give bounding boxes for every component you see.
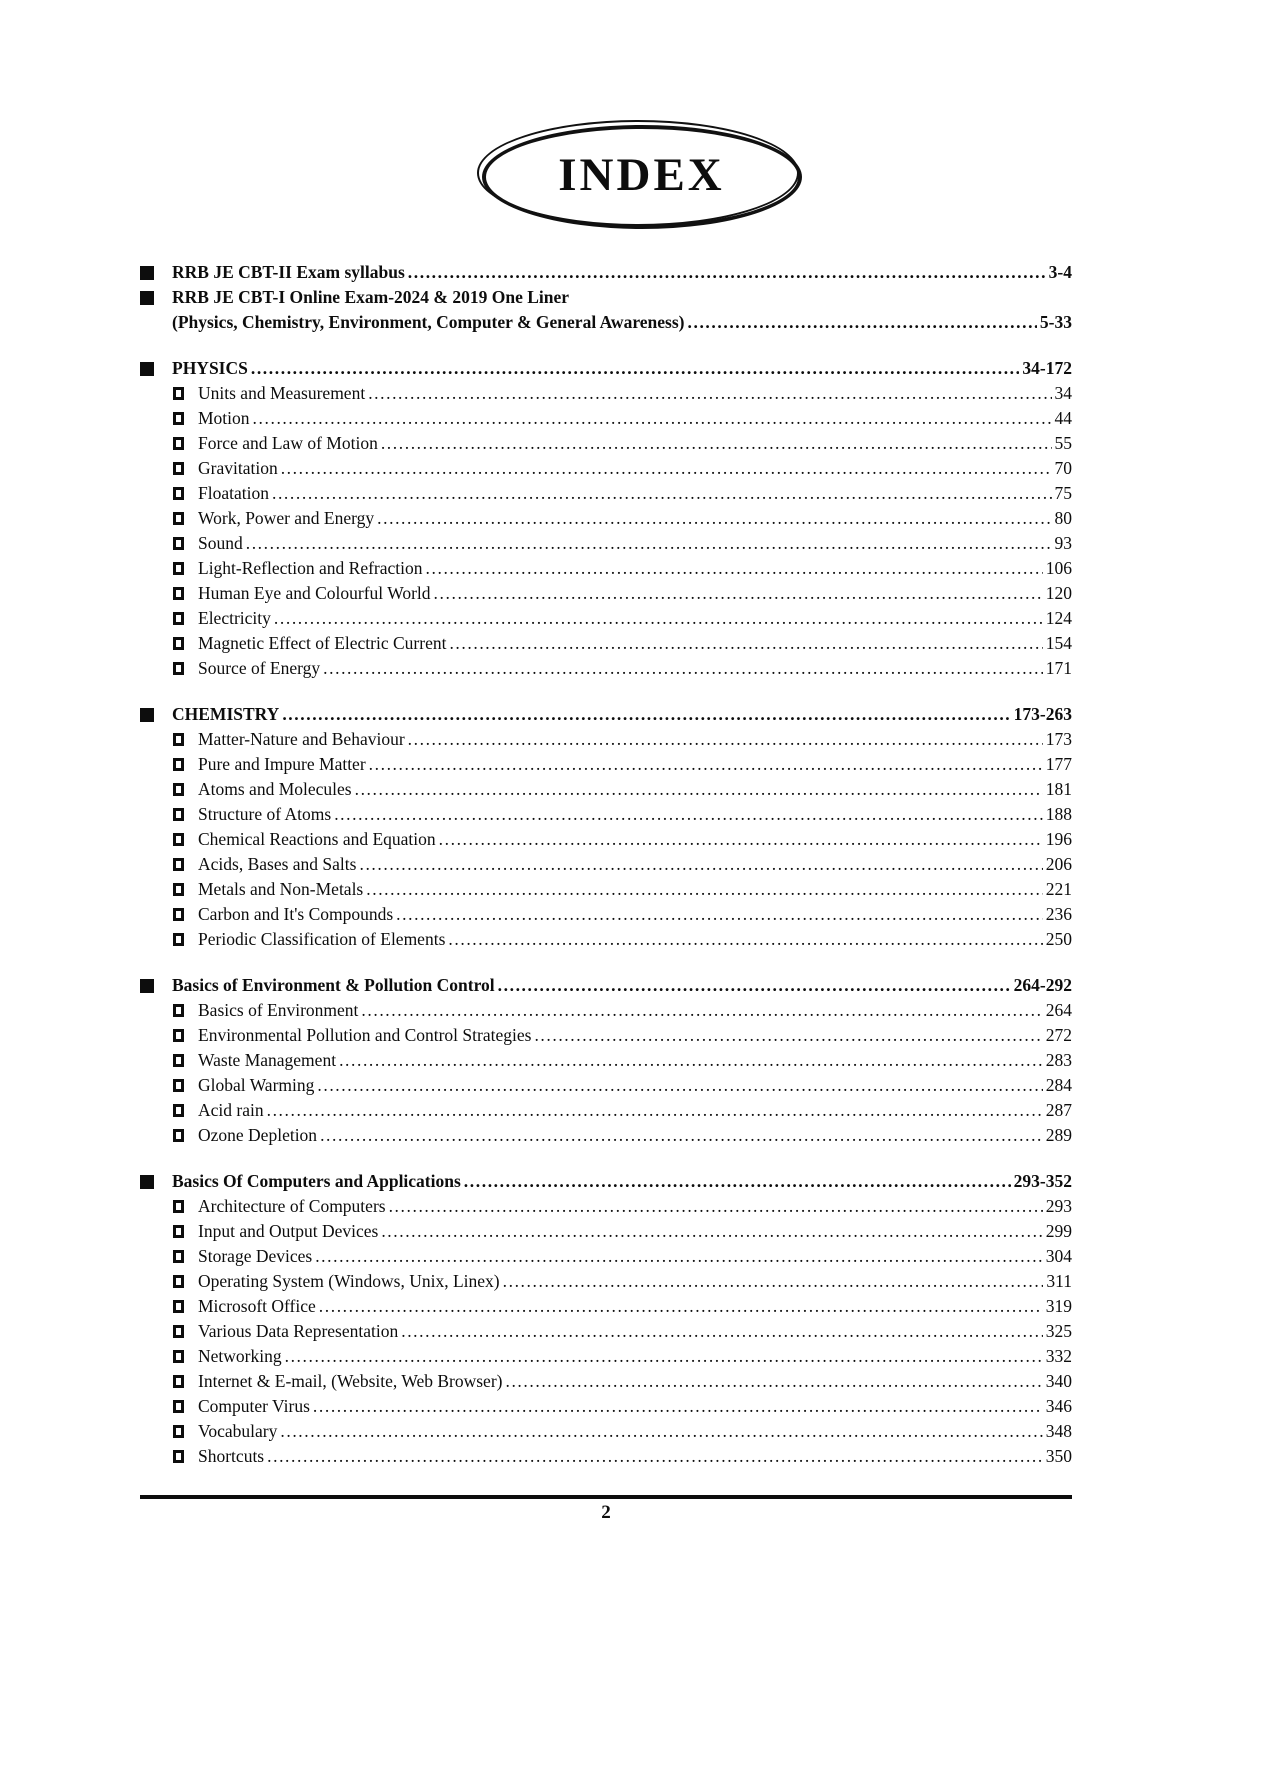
entry-label: (Physics, Chemistry, Environment, Computer & General Awareness) [172, 312, 685, 332]
entry-page-number: 299 [1045, 1221, 1072, 1241]
entry-page-number: 221 [1045, 879, 1072, 899]
chapter-row [140, 1073, 1072, 1098]
entry-label: Basics of Environment & Pollution Control [172, 975, 495, 995]
entry-page-number: 319 [1045, 1296, 1072, 1316]
entry-label: Force and Law of Motion [198, 433, 378, 453]
chapter-bullet-icon [173, 1200, 184, 1213]
chapter-row [140, 1244, 1072, 1269]
entry-page-number: 332 [1045, 1346, 1072, 1366]
chapter-bullet-icon [173, 437, 184, 450]
dot-leader [449, 631, 1042, 656]
entry-label: Ozone Depletion [198, 1125, 318, 1145]
dot-leader [408, 260, 1046, 285]
chapter-bullet-icon [173, 808, 184, 821]
chapter-bullet-icon [173, 1129, 184, 1142]
entry-page-number: 206 [1045, 854, 1072, 874]
entry-page-number: 177 [1045, 754, 1072, 774]
dot-leader [281, 456, 1052, 481]
chapter-bullet-icon [173, 662, 184, 675]
chapter-bullet-icon [173, 1029, 184, 1042]
entry-label: Sound [198, 533, 243, 553]
entry-label: Electricity [198, 608, 271, 628]
entry-page-number: 289 [1045, 1125, 1072, 1145]
entry-page-number: 346 [1045, 1396, 1072, 1416]
chapter-row [140, 1344, 1072, 1369]
chapter-bullet-icon [173, 1350, 184, 1363]
chapter-bullet-icon [173, 1300, 184, 1313]
chapter-row [140, 1394, 1072, 1419]
section-bullet-icon [140, 1175, 154, 1189]
chapter-bullet-icon [173, 1104, 184, 1117]
dot-leader [377, 506, 1051, 531]
entry-label: Metals and Non-Metals [198, 879, 364, 899]
entry-page-number: 173 [1045, 729, 1072, 749]
chapter-bullet-icon [173, 733, 184, 746]
entry-label: Matter-Nature and Behaviour [198, 729, 405, 749]
toc-section [140, 702, 1072, 952]
chapter-bullet-icon [173, 833, 184, 846]
chapter-bullet-icon [173, 587, 184, 600]
entry-label: Input and Output Devices [198, 1221, 379, 1241]
dot-leader [274, 606, 1043, 631]
entry-label: Pure and Impure Matter [198, 754, 366, 774]
entry-page-number: 173-263 [1013, 704, 1072, 724]
entry-label: Environmental Pollution and Control Strategies [198, 1025, 532, 1045]
chapter-row [140, 1294, 1072, 1319]
section-bullet-icon [140, 979, 154, 993]
entry-page-number: 44 [1054, 408, 1072, 428]
entry-page-number: 124 [1045, 608, 1072, 628]
dot-leader [401, 1319, 1043, 1344]
dot-leader [282, 702, 1010, 727]
entry-page-number: 196 [1045, 829, 1072, 849]
dot-leader [355, 777, 1043, 802]
dot-leader [389, 1194, 1043, 1219]
chapter-bullet-icon [173, 562, 184, 575]
entry-label: RRB JE CBT-I Online Exam-2024 & 2019 One Liner [172, 287, 570, 307]
page-title: INDEX [558, 149, 725, 201]
section-bullet-icon [140, 362, 154, 376]
dot-leader [323, 656, 1043, 681]
entry-page-number: 55 [1054, 433, 1072, 453]
dot-leader [339, 1048, 1043, 1073]
chapter-row [140, 656, 1072, 681]
dot-leader [285, 1344, 1043, 1369]
entry-page-number: 325 [1045, 1321, 1072, 1341]
dot-leader [280, 1419, 1042, 1444]
entry-page-number: 304 [1045, 1246, 1072, 1266]
entry-label: Various Data Representation [198, 1321, 399, 1341]
section-header-row [140, 702, 1072, 727]
toc-front-row [140, 285, 1072, 310]
dot-leader [434, 581, 1043, 606]
chapter-row [140, 581, 1072, 606]
chapter-row [140, 1098, 1072, 1123]
dot-leader [503, 1269, 1044, 1294]
entry-page-number: 284 [1045, 1075, 1072, 1095]
chapter-bullet-icon [173, 1325, 184, 1338]
entry-page-number: 340 [1045, 1371, 1072, 1391]
chapter-row [140, 1269, 1072, 1294]
chapter-row [140, 902, 1072, 927]
chapter-bullet-icon [173, 412, 184, 425]
footer-rule [140, 1495, 1072, 1499]
entry-page-number: 348 [1045, 1421, 1072, 1441]
entry-label: Architecture of Computers [198, 1196, 386, 1216]
entry-label: Shortcuts [198, 1446, 265, 1466]
entry-label: Basics Of Computers and Applications [172, 1171, 461, 1191]
dot-leader [505, 1369, 1042, 1394]
chapter-row [140, 827, 1072, 852]
entry-label: Atoms and Molecules [198, 779, 352, 799]
entry-page-number: 283 [1045, 1050, 1072, 1070]
chapter-row [140, 752, 1072, 777]
chapter-bullet-icon [173, 1054, 184, 1067]
entry-page-number: 106 [1045, 558, 1072, 578]
chapter-bullet-icon [173, 858, 184, 871]
entry-page-number: 5-33 [1039, 312, 1072, 332]
entry-label: Basics of Environment [198, 1000, 359, 1020]
entry-page-number: 154 [1045, 633, 1072, 653]
chapter-row [140, 531, 1072, 556]
chapter-row [140, 927, 1072, 952]
entry-label: Human Eye and Colourful World [198, 583, 431, 603]
index-title-badge [477, 120, 799, 226]
entry-page-number: 188 [1045, 804, 1072, 824]
chapter-bullet-icon [173, 637, 184, 650]
entry-page-number: 70 [1054, 458, 1072, 478]
dot-leader [366, 877, 1043, 902]
chapter-row [140, 1219, 1072, 1244]
chapter-bullet-icon [173, 758, 184, 771]
dot-leader [267, 1098, 1043, 1123]
chapter-row [140, 852, 1072, 877]
entry-label: Magnetic Effect of Electric Current [198, 633, 447, 653]
entry-label: Source of Energy [198, 658, 321, 678]
section-header-row [140, 973, 1072, 998]
chapter-bullet-icon [173, 1450, 184, 1463]
entry-page-number: 34-172 [1022, 358, 1072, 378]
dot-leader [408, 727, 1043, 752]
entry-page-number: 34 [1054, 383, 1072, 403]
chapter-row [140, 431, 1072, 456]
chapter-bullet-icon [173, 1275, 184, 1288]
index-title-inner-ring [482, 125, 802, 229]
entry-page-number: 264-292 [1013, 975, 1072, 995]
entry-label: PHYSICS [172, 358, 248, 378]
dot-leader [368, 381, 1051, 406]
dot-leader [272, 481, 1052, 506]
entry-label: RRB JE CBT-II Exam syllabus [172, 262, 405, 282]
entry-label: Light-Reflection and Refraction [198, 558, 423, 578]
chapter-row [140, 631, 1072, 656]
dot-leader [426, 556, 1043, 581]
chapter-bullet-icon [173, 537, 184, 550]
entry-page-number: 181 [1045, 779, 1072, 799]
entry-label: Internet & E-mail, (Website, Web Browser) [198, 1371, 503, 1391]
chapter-row [140, 777, 1072, 802]
entry-page-number: 350 [1045, 1446, 1072, 1466]
chapter-row [140, 998, 1072, 1023]
entry-page-number: 171 [1045, 658, 1072, 678]
dot-leader [334, 802, 1043, 827]
entry-label: Periodic Classification of Elements [198, 929, 446, 949]
entry-label: CHEMISTRY [172, 704, 280, 724]
dot-leader [369, 752, 1043, 777]
chapter-bullet-icon [173, 783, 184, 796]
dot-leader [381, 431, 1052, 456]
dot-leader [448, 927, 1042, 952]
dot-leader [267, 1444, 1043, 1469]
toc-list [140, 260, 1072, 1469]
toc-front-row-continuation [140, 310, 1072, 335]
entry-label: Structure of Atoms [198, 804, 332, 824]
chapter-bullet-icon [173, 1400, 184, 1413]
toc-section [140, 1169, 1072, 1469]
chapter-bullet-icon [173, 462, 184, 475]
entry-page-number: 236 [1045, 904, 1072, 924]
section-header-row [140, 356, 1072, 381]
section-bullet-icon [140, 291, 154, 305]
toc-front-row [140, 260, 1072, 285]
chapter-bullet-icon [173, 1250, 184, 1263]
chapter-bullet-icon [173, 1425, 184, 1438]
chapter-row [140, 406, 1072, 431]
entry-label: Waste Management [198, 1050, 337, 1070]
entry-label: Floatation [198, 483, 269, 503]
chapter-row [140, 1319, 1072, 1344]
entry-label: Units and Measurement [198, 383, 366, 403]
dot-leader [359, 852, 1042, 877]
dot-leader [498, 973, 1011, 998]
chapter-row [140, 802, 1072, 827]
entry-label: Acid rain [198, 1100, 264, 1120]
section-bullet-icon [140, 266, 154, 280]
dot-leader [253, 406, 1052, 431]
footer-page-number: 2 [601, 1502, 611, 1523]
entry-page-number: 311 [1046, 1271, 1072, 1291]
chapter-bullet-icon [173, 883, 184, 896]
chapter-bullet-icon [173, 1079, 184, 1092]
chapter-bullet-icon [173, 1225, 184, 1238]
chapter-row [140, 456, 1072, 481]
toc-section [140, 356, 1072, 681]
dot-leader [688, 310, 1037, 335]
entry-label: Work, Power and Energy [198, 508, 375, 528]
chapter-bullet-icon [173, 512, 184, 525]
chapter-row [140, 606, 1072, 631]
chapter-row [140, 1444, 1072, 1469]
dot-leader [534, 1023, 1042, 1048]
chapter-bullet-icon [173, 908, 184, 921]
entry-page-number: 3-4 [1048, 262, 1072, 282]
chapter-row [140, 481, 1072, 506]
chapter-bullet-icon [173, 612, 184, 625]
entry-label: Acids, Bases and Salts [198, 854, 357, 874]
chapter-row [140, 1419, 1072, 1444]
dot-leader [313, 1394, 1043, 1419]
entry-page-number: 293 [1045, 1196, 1072, 1216]
chapter-row [140, 1023, 1072, 1048]
chapter-row [140, 1123, 1072, 1148]
chapter-row [140, 556, 1072, 581]
entry-page-number: 264 [1045, 1000, 1072, 1020]
page-footer [140, 1495, 1072, 1524]
dot-leader [396, 902, 1043, 927]
entry-page-number: 80 [1054, 508, 1072, 528]
dot-leader [381, 1219, 1042, 1244]
chapter-row [140, 381, 1072, 406]
entry-label: Computer Virus [198, 1396, 310, 1416]
entry-page-number: 287 [1045, 1100, 1072, 1120]
dot-leader [319, 1294, 1043, 1319]
entry-label: Gravitation [198, 458, 278, 478]
chapter-row [140, 506, 1072, 531]
dot-leader [439, 827, 1043, 852]
entry-page-number: 250 [1045, 929, 1072, 949]
toc-section [140, 973, 1072, 1148]
chapter-bullet-icon [173, 487, 184, 500]
dot-leader [320, 1123, 1043, 1148]
chapter-bullet-icon [173, 1375, 184, 1388]
chapter-row [140, 727, 1072, 752]
section-header-row [140, 1169, 1072, 1194]
entry-page-number: 272 [1045, 1025, 1072, 1045]
section-bullet-icon [140, 708, 154, 722]
chapter-bullet-icon [173, 387, 184, 400]
entry-page-number: 75 [1054, 483, 1072, 503]
chapter-row [140, 1048, 1072, 1073]
entry-page-number: 293-352 [1013, 1171, 1072, 1191]
dot-leader [464, 1169, 1011, 1194]
entry-label: Storage Devices [198, 1246, 313, 1266]
dot-leader [246, 531, 1052, 556]
entry-label: Microsoft Office [198, 1296, 316, 1316]
entry-page-number: 93 [1054, 533, 1072, 553]
chapter-row [140, 877, 1072, 902]
chapter-bullet-icon [173, 1004, 184, 1017]
chapter-row [140, 1369, 1072, 1394]
chapter-bullet-icon [173, 933, 184, 946]
entry-label: Global Warming [198, 1075, 315, 1095]
entry-label: Motion [198, 408, 250, 428]
entry-label: Networking [198, 1346, 282, 1366]
dot-leader [315, 1244, 1043, 1269]
chapter-row [140, 1194, 1072, 1219]
entry-page-number: 120 [1045, 583, 1072, 603]
entry-label: Operating System (Windows, Unix, Linex) [198, 1271, 500, 1291]
entry-label: Chemical Reactions and Equation [198, 829, 436, 849]
dot-leader [317, 1073, 1042, 1098]
entry-label: Vocabulary [198, 1421, 278, 1441]
dot-leader [251, 356, 1020, 381]
entry-label: Carbon and It's Compounds [198, 904, 394, 924]
dot-leader [361, 998, 1042, 1023]
